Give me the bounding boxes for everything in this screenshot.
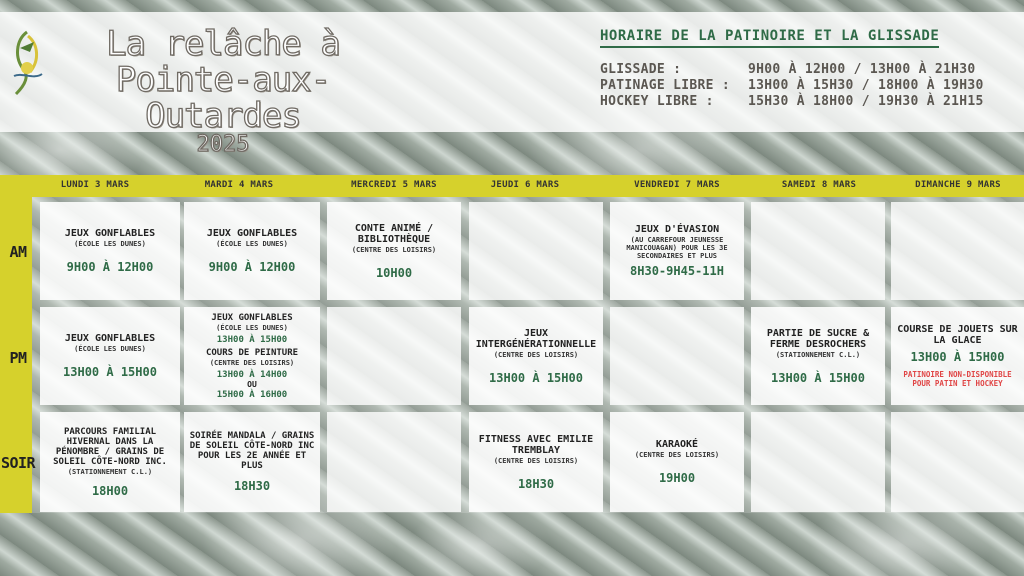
- event-title: JEUX GONFLABLES: [206, 228, 298, 239]
- event-location: (STATIONNEMENT C.L.): [775, 350, 861, 359]
- event-title: JEUX GONFLABLES: [211, 312, 293, 323]
- event-location: (CENTRE DES LOISIRS): [493, 456, 579, 465]
- event-wednesday-pm-empty: [327, 307, 461, 405]
- rink-row-glissade: [600, 62, 1010, 78]
- event-location: (ÉCOLE LES DUNES): [216, 323, 288, 332]
- event-title: FITNESS AVEC EMILIE TREMBLAY: [478, 433, 594, 456]
- event-location: (ÉCOLE LES DUNES): [74, 345, 146, 353]
- period-label-pm: PM: [9, 349, 27, 367]
- event-tuesday-pm: [184, 307, 320, 405]
- event-title: JEUX D'ÉVASION: [634, 224, 720, 235]
- event-monday-soir: [40, 412, 180, 512]
- event-time: 9H00 À 12H00: [66, 260, 154, 274]
- event-location: (CENTRE DES LOISIRS): [209, 358, 295, 367]
- event-location: (STATIONNEMENT C.L.): [67, 467, 153, 476]
- event-sunday-soir-empty: [891, 412, 1024, 512]
- event-title: COURS DE PEINTURE: [205, 347, 299, 358]
- event-monday-am: [40, 202, 180, 300]
- event-title: CONTE ANIMÉ / BIBLIOTHÈQUE: [354, 222, 434, 245]
- event-friday-pm-empty: [610, 307, 744, 405]
- event-time: 10H00: [375, 265, 413, 280]
- event-tuesday-soir: [184, 412, 320, 512]
- day-header-monday: LUNDI 3 MARS: [60, 180, 130, 190]
- day-header-wednesday: MERCREDI 5 MARS: [351, 180, 437, 190]
- event-time: 9H00 À 12H00: [208, 260, 296, 274]
- event-saturday-pm: [751, 307, 885, 405]
- event-warning: PATINOIRE NON-DISPONIBLE POUR PATIN ET HOCKEY: [903, 370, 1012, 388]
- day-header-friday: VENDREDI 7 MARS: [634, 180, 720, 190]
- event-title: PARTIE DE SUCRE & FERME DESROCHERS: [766, 327, 870, 350]
- event-time: 18H30: [517, 476, 555, 491]
- event-time: 15H00 À 16H00: [216, 389, 288, 400]
- title-block: [48, 26, 398, 156]
- event-saturday-am-empty: [751, 202, 885, 300]
- event-time: 8H30-9H45-11H: [630, 264, 724, 278]
- event-tuesday-am: [184, 202, 320, 300]
- rink-row-label: PATINAGE LIBRE :: [600, 78, 731, 93]
- header-banner: [0, 12, 1024, 157]
- event-time: 18H30: [233, 479, 271, 493]
- event-location: (ÉCOLE LES DUNES): [74, 240, 146, 248]
- period-label-am: AM: [9, 243, 27, 261]
- day-header-thursday: JEUDI 6 MARS: [490, 180, 560, 190]
- event-friday-soir: [610, 412, 744, 512]
- event-time: 13H00 À 15H00: [489, 370, 583, 385]
- event-time: 13H00 À 15H00: [771, 370, 865, 385]
- event-time: 13H00 À 15H00: [216, 334, 288, 345]
- day-header-saturday: SAMEDI 8 MARS: [781, 180, 857, 190]
- event-monday-pm: [40, 307, 180, 405]
- event-title: SOIRÉE MANDALA / GRAINS DE SOLEIL CÔTE-NORD INC POUR LES 2E ANNÉE ET PLUS: [189, 431, 315, 471]
- event-time: 13H00 À 14H00: [216, 369, 288, 380]
- event-time: 18H00: [91, 483, 129, 498]
- event-title: JEUX INTERGÉNÉRATIONNELLE: [475, 327, 597, 350]
- rink-row-value: 15H30 À 18H00 / 19H30 À 21H15: [748, 94, 984, 109]
- event-sunday-am-empty: [891, 202, 1024, 300]
- event-friday-am: [610, 202, 744, 300]
- event-thursday-am-empty: [469, 202, 603, 300]
- page-title-line2: Pointe-aux-Outardes: [115, 60, 331, 136]
- event-saturday-soir-empty: [751, 412, 885, 512]
- event-time: 13H00 À 15H00: [910, 350, 1005, 364]
- event-title: JEUX GONFLABLES: [64, 333, 156, 344]
- event-location: (CENTRE DES LOISIRS): [634, 451, 720, 459]
- event-time: 19H00: [658, 471, 696, 485]
- rink-schedule: [600, 25, 1010, 110]
- event-wednesday-soir-empty: [327, 412, 461, 512]
- rink-row-label: HOCKEY LIBRE :: [600, 94, 714, 109]
- rink-row-value: 9H00 À 12H00 / 13H00 À 21H30: [748, 62, 976, 77]
- day-header-sunday: DIMANCHE 9 MARS: [915, 180, 1001, 190]
- page-year: 2025: [196, 132, 250, 157]
- event-location: (ÉCOLE LES DUNES): [216, 240, 288, 248]
- event-location: (AU CARREFOUR JEUNESSE MANICOUAGAN) POUR LES 3E SECONDAIRES ET PLUS: [626, 236, 728, 260]
- rink-row-label: GLISSADE :: [600, 62, 682, 77]
- page-title-line1: La relâche à: [106, 24, 340, 64]
- day-header-tuesday: MARDI 4 MARS: [204, 180, 274, 190]
- event-title: COURSE DE JOUETS SUR LA GLACE: [897, 324, 1018, 346]
- event-title: PARCOURS FAMILIAL HIVERNAL DANS LA PÉNOMBRE / GRAINS DE SOLEIL CÔTE-NORD INC.: [53, 426, 167, 467]
- event-location: (CENTRE DES LOISIRS): [351, 245, 437, 254]
- rink-row-value: 13H00 À 15H30 / 18H00 À 19H30: [748, 78, 984, 93]
- event-time: 13H00 À 15H00: [63, 365, 157, 379]
- event-wednesday-am: [327, 202, 461, 300]
- event-title: JEUX GONFLABLES: [64, 228, 156, 239]
- event-thursday-soir: [469, 412, 603, 512]
- rink-row-patinage: [600, 78, 1010, 94]
- event-or-separator: OU: [247, 379, 257, 389]
- event-title: KARAOKÉ: [655, 439, 699, 450]
- event-location: (CENTRE DES LOISIRS): [493, 350, 579, 359]
- period-label-soir: SOIR: [0, 454, 36, 472]
- rink-row-hockey: [600, 94, 1010, 110]
- event-thursday-pm: [469, 307, 603, 405]
- municipal-logo-icon: [8, 28, 46, 98]
- event-sunday-pm: [891, 307, 1024, 405]
- rink-schedule-title: HORAIRE DE LA PATINOIRE ET LA GLISSADE: [600, 28, 939, 48]
